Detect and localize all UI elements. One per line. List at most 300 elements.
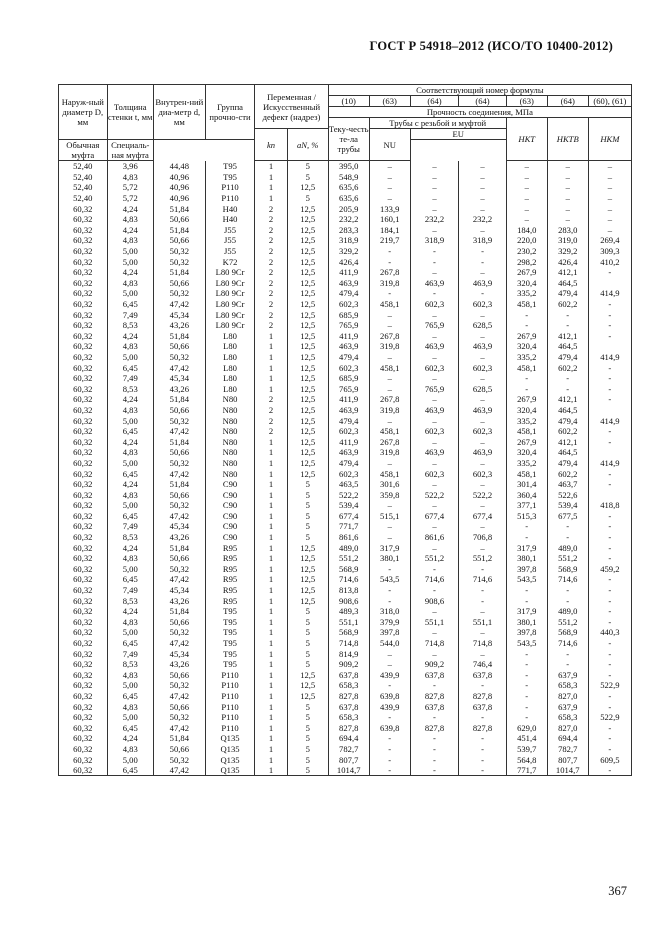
table-cell: 1 [255,574,287,585]
table-cell: 4,24 [107,479,153,490]
table-cell: J55 [205,246,255,257]
table-cell: 479,4 [547,415,588,426]
table-cell: 6,45 [107,426,153,437]
table-cell: – [410,606,459,617]
table-cell: 60,32 [59,754,108,765]
table-cell: - [369,256,410,267]
table-cell: - [506,595,547,606]
table-cell: – [410,394,459,405]
table-cell: – [410,479,459,490]
table-cell: 1 [255,331,287,342]
table-cell: - [588,394,631,405]
table-cell: 267,9 [506,436,547,447]
table-cell: 4,83 [107,701,153,712]
table-row [59,436,632,447]
table-cell: 515,1 [369,511,410,522]
table-row [59,458,632,469]
pipe-strength-table [58,84,632,776]
table-cell: - [588,426,631,437]
table-cell: 637,8 [459,701,506,712]
table-cell: - [547,585,588,596]
table-cell: 60,32 [59,701,108,712]
table-cell: 318,9 [328,235,369,246]
table-cell: 658,3 [547,680,588,691]
table-cell: L80 [205,341,255,352]
table-cell: - [506,691,547,702]
table-cell: T95 [205,659,255,670]
table-cell: 1 [255,638,287,649]
table-cell: 714,6 [328,574,369,585]
table-cell: – [410,267,459,278]
table-cell: – [410,500,459,511]
table-cell: 6,45 [107,299,153,310]
table-cell: 12,5 [287,320,328,331]
table-cell: H40 [205,214,255,225]
table-cell: 765,9 [328,320,369,331]
table-cell: - [506,670,547,681]
table-cell: 12,5 [287,331,328,342]
table-cell: 45,34 [153,309,205,320]
table-cell: 397,8 [369,627,410,638]
table-cell: 4,83 [107,617,153,628]
table-cell: 602,2 [547,426,588,437]
table-row [59,606,632,617]
table-cell: – [410,182,459,193]
table-cell: Q135 [205,765,255,776]
table-cell: 5,00 [107,500,153,511]
table-cell: N80 [205,415,255,426]
table-cell: 479,4 [547,458,588,469]
table-cell: 1 [255,648,287,659]
table-cell: – [369,172,410,183]
table-cell: – [459,331,506,342]
table-cell: - [588,479,631,490]
table-cell: 4,83 [107,405,153,416]
table-cell: 2 [255,320,287,331]
table-cell: 335,2 [506,352,547,363]
table-cell: 1 [255,532,287,543]
table-cell: - [410,712,459,723]
table-cell: 7,49 [107,585,153,596]
table-cell: 8,53 [107,659,153,670]
table-cell: 411,9 [328,267,369,278]
table-cell: 4,83 [107,447,153,458]
table-cell: 479,4 [328,352,369,363]
table-row [59,246,632,257]
table-cell: 813,8 [328,585,369,596]
table-cell: 463,5 [328,479,369,490]
table-cell: 568,9 [547,627,588,638]
table-cell: 463,9 [328,405,369,416]
table-cell: K72 [205,256,255,267]
table-cell: 12,5 [287,542,328,553]
table-cell: 184,1 [369,225,410,236]
table-cell: 50,32 [153,680,205,691]
table-cell: 807,7 [328,754,369,765]
table-cell: R95 [205,564,255,575]
table-cell: 458,1 [506,426,547,437]
table-cell: - [410,585,459,596]
table-cell: - [547,320,588,331]
formula-ref: (10) [328,96,369,107]
table-cell: 2 [255,309,287,320]
table-cell: 50,66 [153,744,205,755]
table-cell: 685,9 [328,309,369,320]
table-cell: 609,5 [588,754,631,765]
table-cell: 5 [287,722,328,733]
table-cell: 677,4 [459,511,506,522]
table-cell: 6,45 [107,691,153,702]
table-cell: 12,5 [287,182,328,193]
table-cell: - [588,383,631,394]
table-cell: 377,1 [506,500,547,511]
table-cell: 6,45 [107,722,153,733]
table-cell: 479,4 [547,288,588,299]
table-cell: 12,5 [287,214,328,225]
table-cell: - [410,680,459,691]
table-cell: - [588,521,631,532]
table-cell: – [410,193,459,204]
table-cell: 463,9 [410,405,459,416]
table-cell: 335,2 [506,458,547,469]
table-cell: C90 [205,489,255,500]
table-cell: 414,9 [588,352,631,363]
table-row [59,511,632,522]
table-cell: 12,5 [287,585,328,596]
table-cell: 50,66 [153,489,205,500]
table-cell: 5 [287,744,328,755]
table-cell: 2 [255,288,287,299]
table-cell: C90 [205,532,255,543]
table-cell: 267,8 [369,436,410,447]
table-cell: 5,00 [107,564,153,575]
table-cell: 47,42 [153,765,205,776]
table-cell: - [588,542,631,553]
table-cell: 60,32 [59,722,108,733]
table-cell: - [506,373,547,384]
col-wall-thickness: Толщина стенки t, мм [107,85,153,140]
table-cell: 479,4 [547,352,588,363]
table-cell: 40,96 [153,172,205,183]
table-cell: 40,96 [153,193,205,204]
table-cell: 677,5 [547,511,588,522]
table-cell: – [459,458,506,469]
table-cell: 283,0 [547,225,588,236]
table-cell: 4,24 [107,436,153,447]
table-cell: 771,7 [328,521,369,532]
table-cell: T95 [205,648,255,659]
table-cell: P110 [205,193,255,204]
table-cell: 5 [287,172,328,183]
table-cell: - [588,638,631,649]
table-row [59,765,632,776]
table-cell: 12,5 [287,468,328,479]
table-cell: C90 [205,479,255,490]
table-cell: – [459,627,506,638]
table-cell: 60,32 [59,415,108,426]
table-cell: 50,66 [153,617,205,628]
table-cell: 4,24 [107,394,153,405]
table-cell: 60,32 [59,436,108,447]
table-cell: N80 [205,436,255,447]
table-cell [588,341,631,352]
table-cell: 60,32 [59,648,108,659]
table-cell: 267,9 [506,331,547,342]
table-cell: - [410,744,459,755]
table-cell: 4,24 [107,542,153,553]
table-cell: 602,3 [328,468,369,479]
formula-ref: (64) [459,96,506,107]
table-cell: – [459,415,506,426]
table-row [59,595,632,606]
table-cell: 5,00 [107,246,153,257]
table-cell: 60,32 [59,331,108,342]
table-cell: – [459,436,506,447]
table-cell: 47,42 [153,722,205,733]
table-cell: 12,5 [287,564,328,575]
table-cell: T95 [205,606,255,617]
table-cell: 1 [255,617,287,628]
table-cell: 1 [255,341,287,352]
table-cell: 2 [255,405,287,416]
table-cell: 60,32 [59,585,108,596]
table-cell: – [410,225,459,236]
table-cell: 335,2 [506,415,547,426]
table-cell: 439,9 [369,701,410,712]
table-cell: 1 [255,352,287,363]
table-cell: 60,32 [59,659,108,670]
table-cell: 1 [255,479,287,490]
table-cell: 319,8 [369,278,410,289]
table-cell: - [588,585,631,596]
table-cell: 4,83 [107,235,153,246]
table-cell: 12,5 [287,341,328,352]
table-cell: 51,84 [153,394,205,405]
table-cell: 2 [255,256,287,267]
table-cell: - [506,701,547,712]
table-cell: 50,66 [153,214,205,225]
table-cell: - [410,564,459,575]
table-row [59,553,632,564]
table-cell: 5 [287,606,328,617]
table-cell: 50,32 [153,500,205,511]
table-cell: 51,84 [153,267,205,278]
col-variable-defect: Переменная /Искусственный дефект (надрез) [255,85,328,129]
table-cell: 50,32 [153,712,205,723]
table-cell: N80 [205,468,255,479]
table-row [59,320,632,331]
table-cell: 3,96 [107,161,153,172]
table-cell: 458,1 [369,468,410,479]
table-cell: - [547,373,588,384]
table-cell: 637,8 [328,701,369,712]
table-cell: - [459,246,506,257]
table-cell: L80 [205,331,255,342]
table-cell: 267,9 [506,394,547,405]
table-cell: 1 [255,542,287,553]
table-cell: 463,9 [459,447,506,458]
table-cell: 5 [287,161,328,172]
table-cell: 602,3 [459,299,506,310]
table-cell: 714,6 [547,638,588,649]
formula-ref: (60), (61) [588,96,631,107]
table-cell: - [547,521,588,532]
table-cell: 184,0 [506,225,547,236]
table-cell: 412,1 [547,331,588,342]
table-cell: 827,8 [410,722,459,733]
table-cell: N80 [205,447,255,458]
col-strength-group: Группа прочно-сти [205,85,255,140]
table-cell: 2 [255,225,287,236]
col-outer-diameter: Наруж-ный диаметр D, мм [59,85,108,140]
table-cell: 463,9 [459,278,506,289]
table-cell: 714,6 [459,574,506,585]
table-cell: L80 [205,362,255,373]
table-cell: 50,66 [153,670,205,681]
table-cell: 45,34 [153,585,205,596]
table-cell: 230,2 [506,246,547,257]
table-cell: 2 [255,267,287,278]
table-cell: 50,32 [153,754,205,765]
table-cell: 2 [255,299,287,310]
table-cell: 411,9 [328,331,369,342]
table-row [59,288,632,299]
table-cell: – [369,458,410,469]
table-cell: 414,9 [588,415,631,426]
table-row [59,309,632,320]
table-cell: 12,5 [287,373,328,384]
table-row [59,744,632,755]
table-row [59,362,632,373]
table-cell: 60,32 [59,341,108,352]
table-cell: 1 [255,447,287,458]
table-cell: 60,32 [59,670,108,681]
table-cell: 12,5 [287,246,328,257]
table-cell: 522,2 [410,489,459,500]
table-cell: 12,5 [287,256,328,267]
table-cell: 5 [287,733,328,744]
table-cell: 1 [255,585,287,596]
table-cell: 602,3 [328,299,369,310]
table-cell: 319,8 [369,447,410,458]
table-cell: 317,9 [506,606,547,617]
table-cell: 60,32 [59,352,108,363]
table-cell: 45,34 [153,521,205,532]
table-cell: – [410,415,459,426]
table-cell: - [547,595,588,606]
table-cell: H40 [205,203,255,214]
table-cell: – [369,161,410,172]
table-cell: - [588,267,631,278]
table-cell: 418,8 [588,500,631,511]
table-cell: - [506,585,547,596]
table-cell: 12,5 [287,426,328,437]
table-cell: 1 [255,701,287,712]
table-cell: 360,4 [506,489,547,500]
table-cell: – [506,172,547,183]
table-cell: 60,32 [59,225,108,236]
table-cell: 301,6 [369,479,410,490]
table-cell: 50,66 [153,278,205,289]
table-cell: 60,32 [59,691,108,702]
table-cell: 765,9 [328,383,369,394]
col-regular-coupling: Обычная муфта [59,140,108,161]
table-cell: 51,84 [153,436,205,447]
table-cell: 51,84 [153,542,205,553]
table-row [59,532,632,543]
table-cell: 479,4 [328,415,369,426]
table-cell: 50,32 [153,458,205,469]
table-cell: 8,53 [107,595,153,606]
table-cell: 5 [287,627,328,638]
table-cell: 1 [255,489,287,500]
table-cell: 60,32 [59,468,108,479]
table-cell: 60,32 [59,521,108,532]
table-cell: 1 [255,595,287,606]
table-cell: 551,1 [459,617,506,628]
table-cell: 40,96 [153,182,205,193]
table-cell: 489,0 [547,542,588,553]
table-cell: – [459,394,506,405]
table-cell: 714,6 [547,574,588,585]
table-cell: 463,7 [547,479,588,490]
table-cell: - [547,659,588,670]
table-cell: - [459,765,506,776]
table-row [59,489,632,500]
table-cell: 1 [255,193,287,204]
table-cell: L80 9Cr [205,288,255,299]
table-cell: 522,6 [547,489,588,500]
table-cell: - [588,373,631,384]
table-cell: J55 [205,235,255,246]
table-cell: 908,6 [328,595,369,606]
table-cell: 439,9 [369,670,410,681]
table-cell: 50,32 [153,246,205,257]
table-cell: 463,9 [328,447,369,458]
table-cell: 60,32 [59,627,108,638]
table-cell: 60,32 [59,489,108,500]
table-cell: 4,24 [107,331,153,342]
table-cell: 782,7 [328,744,369,755]
col-nu: NU [369,129,410,161]
table-cell: - [459,744,506,755]
table-cell: L80 9Cr [205,320,255,331]
table-cell: 410,2 [588,256,631,267]
table-cell: – [459,648,506,659]
table-cell: - [588,701,631,712]
table-cell: 639,8 [369,691,410,702]
table-cell: 60,32 [59,712,108,723]
table-cell: - [369,744,410,755]
table-cell: 5 [287,659,328,670]
table-cell: 12,5 [287,288,328,299]
table-cell: - [369,712,410,723]
table-cell: 60,32 [59,617,108,628]
table-cell: - [369,246,410,257]
table-cell: 232,2 [410,214,459,225]
table-cell: – [506,203,547,214]
table-cell: 12,5 [287,352,328,363]
table-cell: - [410,733,459,744]
table-cell: 60,32 [59,638,108,649]
table-cell: L80 [205,383,255,394]
table-cell: – [459,309,506,320]
table-cell: - [369,288,410,299]
table-cell: 551,1 [410,617,459,628]
table-cell: - [506,648,547,659]
table-cell: 5,00 [107,754,153,765]
table-cell: 658,3 [328,680,369,691]
